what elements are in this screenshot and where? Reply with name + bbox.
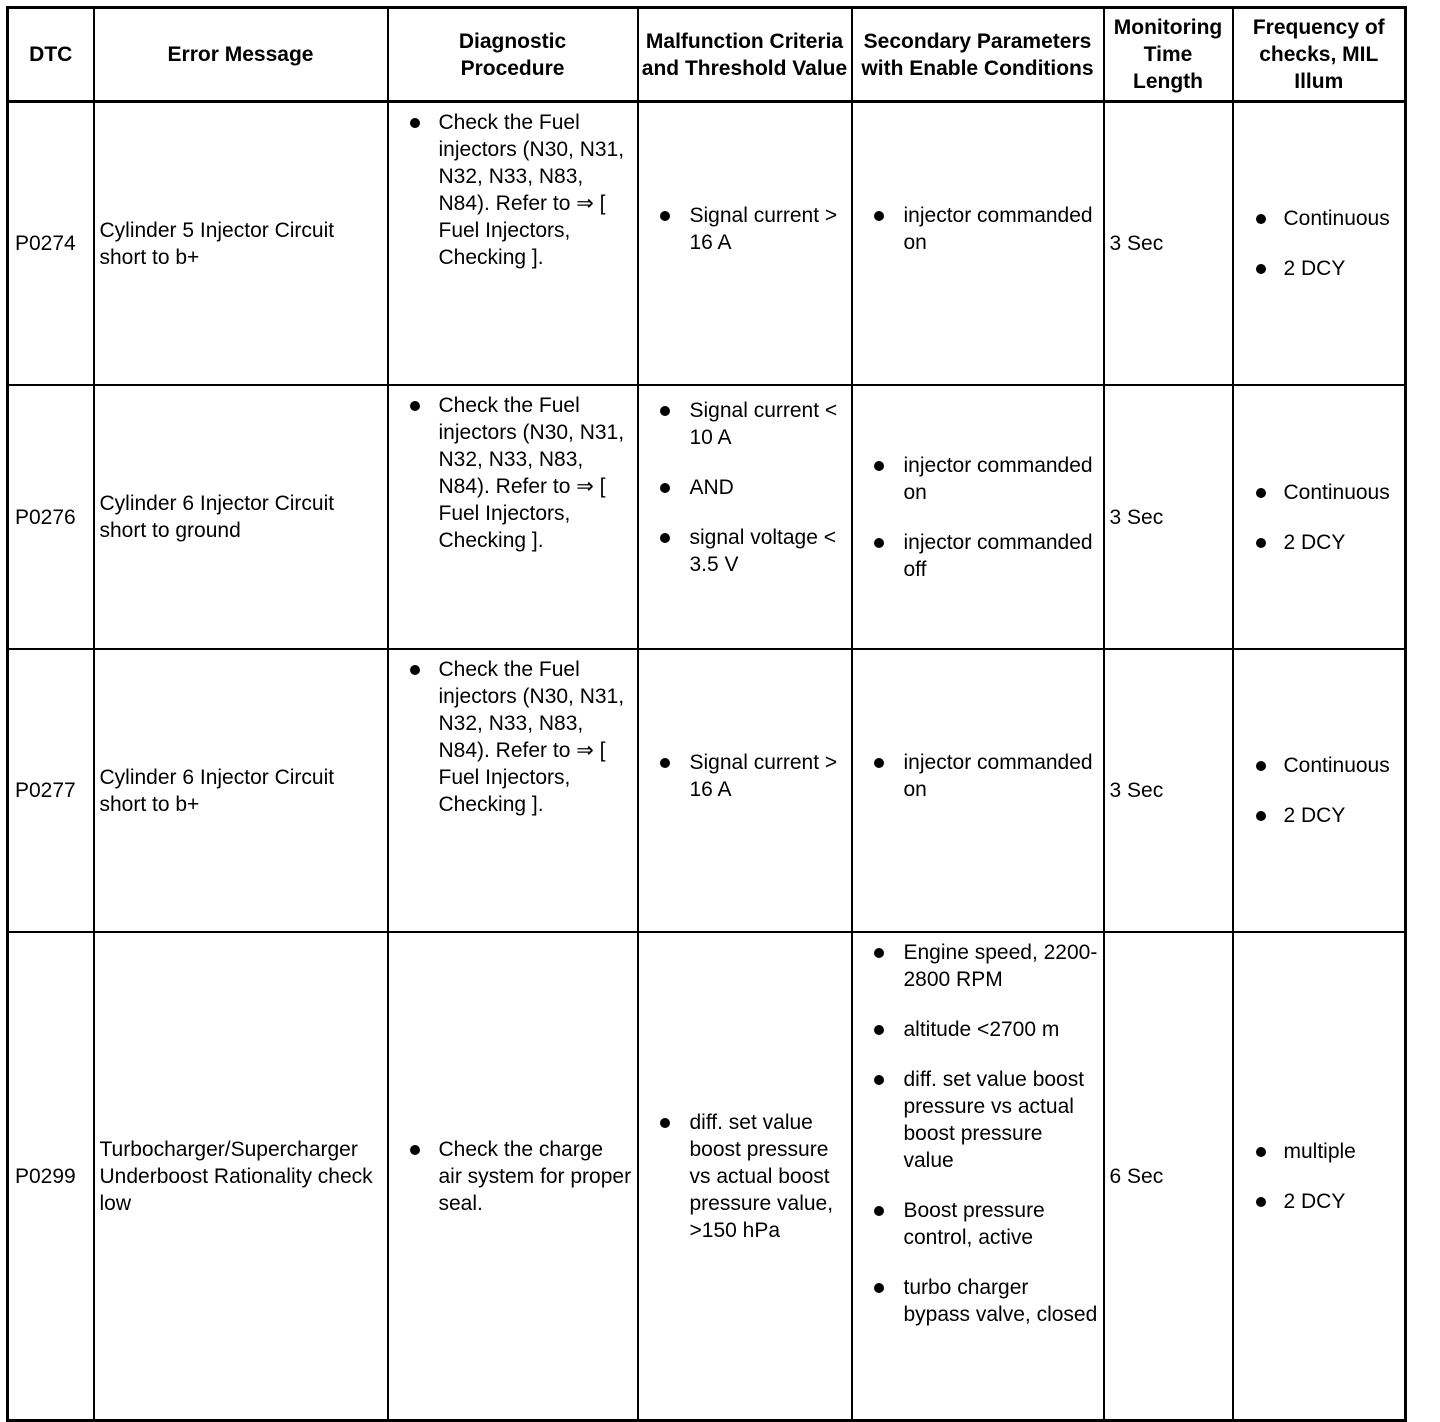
frequency bbox=[1233, 102, 1406, 386]
malfunction-item: Signal current > 16 A bbox=[644, 202, 846, 256]
header-row bbox=[8, 8, 1406, 102]
malfunction-item: diff. set value boost pressure vs actual boost pressure value, >150 hPa bbox=[644, 1109, 846, 1244]
secondary-item: Boost pressure control, active bbox=[858, 1197, 1098, 1251]
malfunction-item: AND bbox=[644, 474, 846, 501]
header-monitoring-time: Monitoring Time Length bbox=[1104, 8, 1233, 102]
error-message: Turbocharger/Supercharger Underboost Rationality check low bbox=[94, 932, 388, 1421]
malfunction-criteria bbox=[638, 102, 852, 386]
malfunction-criteria bbox=[638, 649, 852, 932]
secondary-item: injector commanded on bbox=[858, 202, 1098, 256]
secondary-parameters bbox=[852, 102, 1104, 386]
procedure-item: Check the Fuel injectors (N30, N31, N32, N33, N83, N84). Refer to ⇒ [ Fuel Injectors, Checking ]. bbox=[394, 109, 632, 271]
header-error-message: Error Message bbox=[94, 8, 388, 102]
secondary-item: injector commanded off bbox=[858, 529, 1098, 583]
frequency-item: 2 DCY bbox=[1239, 529, 1405, 556]
table-row bbox=[8, 385, 1406, 649]
secondary-parameters bbox=[852, 649, 1104, 932]
frequency bbox=[1233, 385, 1406, 649]
diagnostic-procedure bbox=[388, 102, 638, 386]
diagnostic-procedure bbox=[388, 932, 638, 1421]
frequency-item: 2 DCY bbox=[1239, 1188, 1405, 1215]
table-row bbox=[8, 102, 1406, 386]
table-row bbox=[8, 932, 1406, 1421]
monitoring-time: 6 Sec bbox=[1104, 932, 1233, 1421]
secondary-item: turbo charger bypass valve, closed bbox=[858, 1274, 1098, 1328]
header-secondary-parameters: Secondary Parameters with Enable Conditions bbox=[852, 8, 1104, 102]
dtc-code: P0299 bbox=[8, 932, 94, 1421]
frequency-item: Continuous bbox=[1239, 205, 1405, 232]
frequency-item: 2 DCY bbox=[1239, 802, 1405, 829]
monitoring-time: 3 Sec bbox=[1104, 102, 1233, 386]
table-row bbox=[8, 649, 1406, 932]
error-message: Cylinder 6 Injector Circuit short to ground bbox=[94, 385, 388, 649]
malfunction-criteria bbox=[638, 932, 852, 1421]
frequency bbox=[1233, 649, 1406, 932]
procedure-item: Check the charge air system for proper seal. bbox=[394, 1136, 632, 1217]
header-malfunction-criteria: Malfunction Criteria and Threshold Value bbox=[638, 8, 852, 102]
diagnostic-procedure bbox=[388, 385, 638, 649]
diagnostic-procedure bbox=[388, 649, 638, 932]
malfunction-item: signal voltage < 3.5 V bbox=[644, 524, 846, 578]
secondary-item: diff. set value boost pressure vs actual boost pressure value bbox=[858, 1066, 1098, 1174]
dtc-code: P0277 bbox=[8, 649, 94, 932]
error-message: Cylinder 5 Injector Circuit short to b+ bbox=[94, 102, 388, 386]
frequency bbox=[1233, 932, 1406, 1421]
dtc-code: P0276 bbox=[8, 385, 94, 649]
secondary-parameters bbox=[852, 932, 1104, 1421]
procedure-item: Check the Fuel injectors (N30, N31, N32, N33, N83, N84). Refer to ⇒ [ Fuel Injectors, Checking ]. bbox=[394, 656, 632, 818]
monitoring-time: 3 Sec bbox=[1104, 649, 1233, 932]
procedure-item: Check the Fuel injectors (N30, N31, N32, N33, N83, N84). Refer to ⇒ [ Fuel Injectors, Checking ]. bbox=[394, 392, 632, 554]
header-diagnostic-procedure: Diagnostic Procedure bbox=[388, 8, 638, 102]
monitoring-time: 3 Sec bbox=[1104, 385, 1233, 649]
error-message: Cylinder 6 Injector Circuit short to b+ bbox=[94, 649, 388, 932]
frequency-item: multiple bbox=[1239, 1138, 1405, 1165]
secondary-item: Engine speed, 2200-2800 RPM bbox=[858, 939, 1098, 993]
malfunction-criteria bbox=[638, 385, 852, 649]
frequency-item: Continuous bbox=[1239, 479, 1405, 506]
secondary-item: injector commanded on bbox=[858, 749, 1098, 803]
malfunction-item: Signal current < 10 A bbox=[644, 397, 846, 451]
frequency-item: Continuous bbox=[1239, 752, 1405, 779]
secondary-item: injector commanded on bbox=[858, 452, 1098, 506]
dtc-code: P0274 bbox=[8, 102, 94, 386]
header-dtc: DTC bbox=[8, 8, 94, 102]
header-frequency: Frequency of checks, MIL Illum bbox=[1233, 8, 1406, 102]
frequency-item: 2 DCY bbox=[1239, 255, 1405, 282]
secondary-item: altitude <2700 m bbox=[858, 1016, 1098, 1043]
malfunction-item: Signal current > 16 A bbox=[644, 749, 846, 803]
secondary-parameters bbox=[852, 385, 1104, 649]
dtc-table bbox=[6, 6, 1407, 1422]
